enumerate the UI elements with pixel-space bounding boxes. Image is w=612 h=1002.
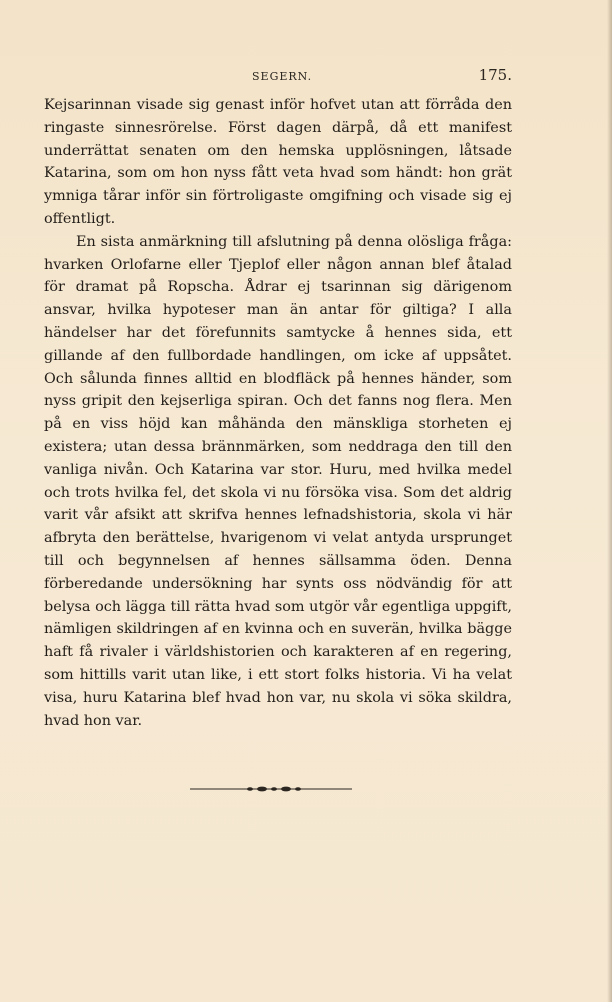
paragraph-1: Kejsarinnan visade sig genast inför hofvet utan att förråda den ringaste sinnesrörelse. Först dagen därpå, då ett manifest underrättat senaten om den hemska upplösningen, låtsade Katarina, som om hon nyss fått veta hvad som händt: hon grät ymniga tårar inför sin förtroligaste omgifning och visade sig ej offentligt. [44,97,512,227]
end-ornament [190,782,352,796]
paragraph-2: En sista anmärkning till afslutning på denna olösliga fråga: hvarken Orlofarne eller Tjeplof eller någon annan blef åtalad för dramat på Ropscha. Ådrar ej tsarinnan sig därigenom ansvar, hvilka hypoteser man än antar för giltiga? I alla händelser har det förefunnits samtycke å hennes sida, ett gillande af den fullbordade handlingen, om icke af uppsåtet. Och sålunda finnes alltid en blodfläck på hennes händer, som nyss gripit den kejserliga spiran. Och det fanns nog flera. Men på en viss höjd kan måhända den mänskliga storheten ej existera; utan dessa brännmärken, som neddraga den till den vanliga nivån. Och Katarina var stor. Huru, med hvilka medel och trots hvilka fel, det skola vi nu försöka visa. Som det aldrig varit vår afsikt att skrifva hennes lefnadshistoria, skola vi här afbryta den berättelse, hvarigenom vi velat antyda ursprunget till och begynnelsen af hennes sällsamma öden. Denna förberedande undersökning har synts oss nödvändig för att belysa och lägga till rätta hvad som utgör vår egentliga uppgift, nämligen skildringen af en kvinna och en suverän, hvilka bägge haft få rivaler i världshistorien och karakteren af en regering, som hittills varit utan like, i ett stort folks historia. Vi ha velat visa, huru Katarina blef hvad hon var, nu skola vi söka skildra, hvad hon var. [44,233,512,729]
running-title: SEGERN. [252,70,313,83]
running-head [42,66,512,86]
page-number: 175. [478,66,512,84]
body-text [44,94,512,732]
